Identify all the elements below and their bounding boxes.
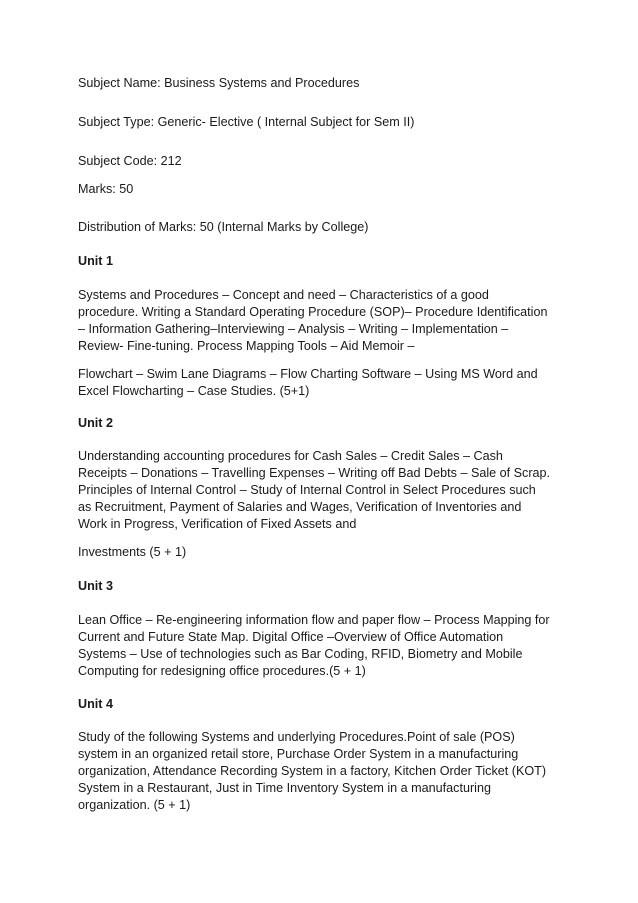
paragraph-line: Flowchart – Swim Lane Diagrams – Flow Charting Software – Using MS Word and	[78, 367, 538, 381]
paragraph-line: Current and Future State Map. Digital Office –Overview of Office Automation	[78, 630, 504, 644]
paragraph-line: Understanding accounting procedures for Cash Sales – Credit Sales – Cash	[78, 449, 503, 463]
paragraph-line: Lean Office – Re-engineering information flow and paper flow – Process Mapping for	[78, 613, 550, 627]
paragraph-line: organization. (5 + 1)	[78, 798, 191, 812]
marks-distribution: Distribution of Marks: 50 (Internal Marks by College)	[78, 220, 369, 234]
paragraph-line: Excel Flowcharting – Case Studies. (5+1)	[78, 384, 310, 398]
unit-paragraph	[78, 366, 578, 400]
paragraph-line: system in an organized retail store, Purchase Order System in a manufacturing	[78, 747, 519, 761]
paragraph-line: as Recruitment, Payment of Salaries and Wages, Verification of Inventories and	[78, 500, 522, 514]
unit-paragraph	[78, 612, 578, 680]
subject-code: Subject Code: 212	[78, 154, 182, 168]
unit-paragraph	[78, 287, 578, 355]
paragraph-line: Study of the following Systems and underlying Procedures.Point of sale (POS)	[78, 730, 515, 744]
unit-heading: Unit 1	[78, 254, 113, 268]
unit-heading: Unit 3	[78, 579, 113, 593]
paragraph-line: Computing for redesigning office procedures.(5 + 1)	[78, 664, 366, 678]
unit-paragraph	[78, 448, 578, 533]
paragraph-line: procedure. Writing a Standard Operating Procedure (SOP)– Procedure Identification	[78, 305, 548, 319]
subject-name: Subject Name: Business Systems and Procedures	[78, 76, 360, 90]
paragraph-line: Systems – Use of technologies such as Bar Coding, RFID, Biometry and Mobile	[78, 647, 523, 661]
paragraph-line: Systems and Procedures – Concept and need – Characteristics of a good	[78, 288, 489, 302]
unit-paragraph	[78, 544, 578, 561]
subject-type: Subject Type: Generic- Elective ( Internal Subject for Sem II)	[78, 115, 415, 129]
paragraph-line: – Information Gathering–Interviewing – Analysis – Writing – Implementation –	[78, 322, 509, 336]
paragraph-line: System in a Restaurant, Just in Time Inventory System in a manufacturing	[78, 781, 491, 795]
paragraph-line: Principles of Internal Control – Study of Internal Control in Select Procedures such	[78, 483, 536, 497]
unit-heading: Unit 4	[78, 697, 113, 711]
paragraph-line: organization, Attendance Recording System in a factory, Kitchen Order Ticket (KOT)	[78, 764, 547, 778]
paragraph-line: Investments (5 + 1)	[78, 545, 187, 559]
paragraph-line: Work in Progress, Verification of Fixed Assets and	[78, 517, 357, 531]
unit-heading: Unit 2	[78, 416, 113, 430]
subject-marks: Marks: 50	[78, 182, 134, 196]
paragraph-line: Review- Fine-tuning. Process Mapping Tools – Aid Memoir –	[78, 339, 415, 353]
unit-paragraph	[78, 729, 578, 814]
paragraph-line: Receipts – Donations – Travelling Expenses – Writing off Bad Debts – Sale of Scrap.	[78, 466, 551, 480]
